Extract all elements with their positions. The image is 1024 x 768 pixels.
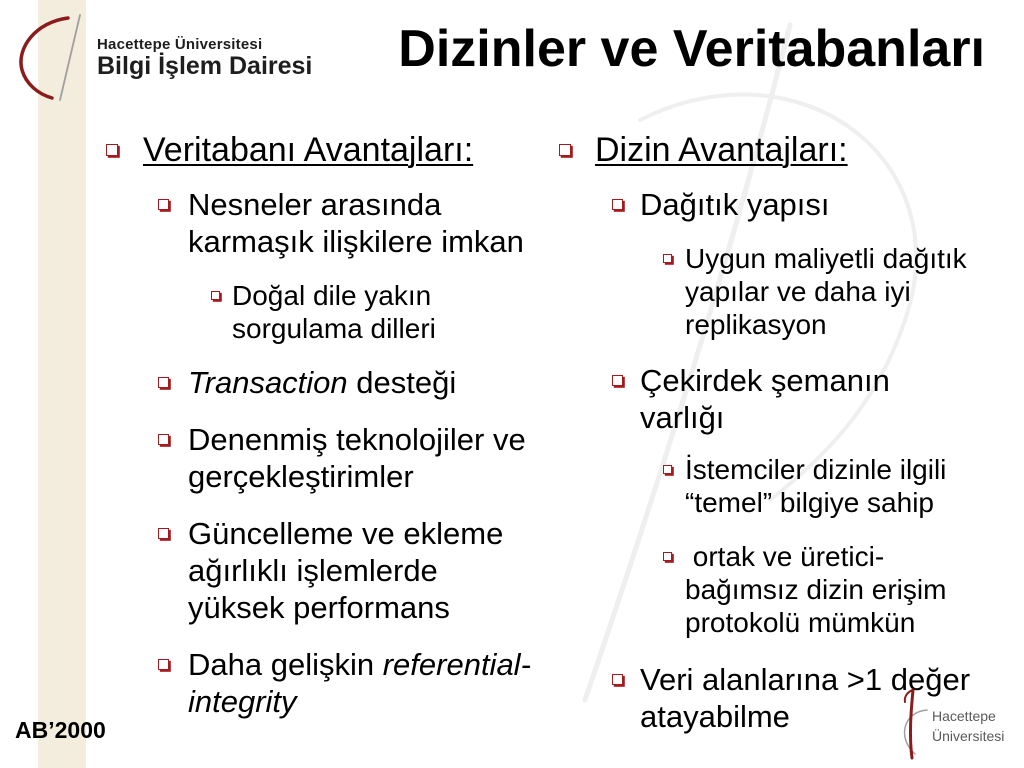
square-bullet-icon — [158, 199, 169, 210]
list-item — [640, 186, 830, 223]
emphasized-term: referential- — [382, 647, 531, 682]
square-bullet-icon — [612, 199, 623, 210]
list-item — [188, 646, 531, 720]
sub-list-item — [685, 453, 946, 519]
square-bullet-icon — [612, 674, 623, 685]
item-line: bağımsız dizin erişim — [685, 574, 947, 605]
emphasized-term: integrity — [188, 684, 297, 719]
square-bullet-icon — [158, 528, 169, 539]
item-line: ortak ve üretici- — [685, 541, 885, 572]
item-line: karmaşık ilişkilere imkan — [188, 224, 524, 259]
square-bullet-icon — [158, 377, 169, 388]
item-line: protokolü mümkün — [685, 607, 916, 638]
list-item — [188, 515, 503, 626]
logo-slash — [60, 15, 80, 100]
logo-arc — [905, 710, 927, 754]
university-logo-small-icon — [893, 686, 931, 762]
square-bullet-icon — [559, 144, 571, 156]
item-line: İstemciler dizinle ilgili — [685, 454, 947, 485]
list-item — [188, 186, 524, 260]
square-bullet-icon — [158, 434, 169, 445]
department-name: Bilgi İşlem Dairesi — [97, 52, 313, 80]
item-text: desteği — [347, 365, 457, 400]
square-bullet-icon — [106, 144, 118, 156]
item-line — [188, 364, 456, 401]
sub-list-item — [232, 279, 436, 345]
footer-label: AB’2000 — [15, 717, 106, 743]
logo-arc — [21, 18, 68, 98]
item-line: replikasyon — [685, 309, 827, 340]
list-heading — [595, 130, 848, 170]
item-line: Denenmiş teknolojiler ve — [188, 422, 526, 457]
item-line: Dağıtık yapısı — [640, 187, 830, 222]
list-item — [640, 362, 890, 436]
item-line: yüksek performans — [188, 590, 450, 625]
item-line: Veri alanlarına >1 değer — [640, 662, 971, 697]
item-line: gerçekleştirimler — [188, 459, 414, 494]
square-bullet-icon — [612, 375, 623, 386]
item-line: Nesneler arasında — [188, 187, 442, 222]
item-line: varlığı — [640, 400, 725, 435]
item-line: sorgulama dilleri — [232, 313, 436, 344]
item-line — [188, 646, 531, 683]
list-heading — [143, 130, 473, 170]
sub-list-item — [685, 242, 967, 341]
university-logo-icon — [8, 10, 98, 105]
list-item — [188, 421, 526, 495]
square-bullet-icon — [663, 465, 672, 474]
item-line: Uygun maliyetli dağıtık — [685, 243, 967, 274]
square-bullet-icon — [211, 291, 220, 300]
emphasized-term: Transaction — [188, 365, 348, 400]
logo-text-line2: Üniversitesi — [932, 728, 1005, 744]
university-name: Hacettepe Üniversitesi — [97, 36, 263, 53]
list-item — [188, 364, 456, 401]
sub-list-item — [685, 540, 946, 639]
item-line: atayabilme — [640, 699, 790, 734]
item-line: Doğal dile yakın — [232, 280, 432, 311]
logo-stem — [910, 690, 913, 758]
item-line: ağırlıklı işlemlerde — [188, 553, 438, 588]
square-bullet-icon — [663, 552, 672, 561]
heading-text: Veritabanı Avantajları: — [143, 131, 474, 169]
item-text: Daha gelişkin — [188, 647, 383, 682]
heading-text: Dizin Avantajları: — [595, 131, 848, 169]
item-line: Çekirdek şemanın — [640, 363, 890, 398]
slide-title: Dizinler ve Veritabanları — [398, 20, 985, 78]
logo-text-line1: Hacettepe — [932, 708, 996, 724]
item-line: yapılar ve daha iyi — [685, 276, 911, 307]
square-bullet-icon — [158, 659, 169, 670]
item-line: “temel” bilgiye sahip — [685, 487, 934, 518]
item-line: Güncelleme ve ekleme — [188, 516, 504, 551]
square-bullet-icon — [663, 254, 672, 263]
